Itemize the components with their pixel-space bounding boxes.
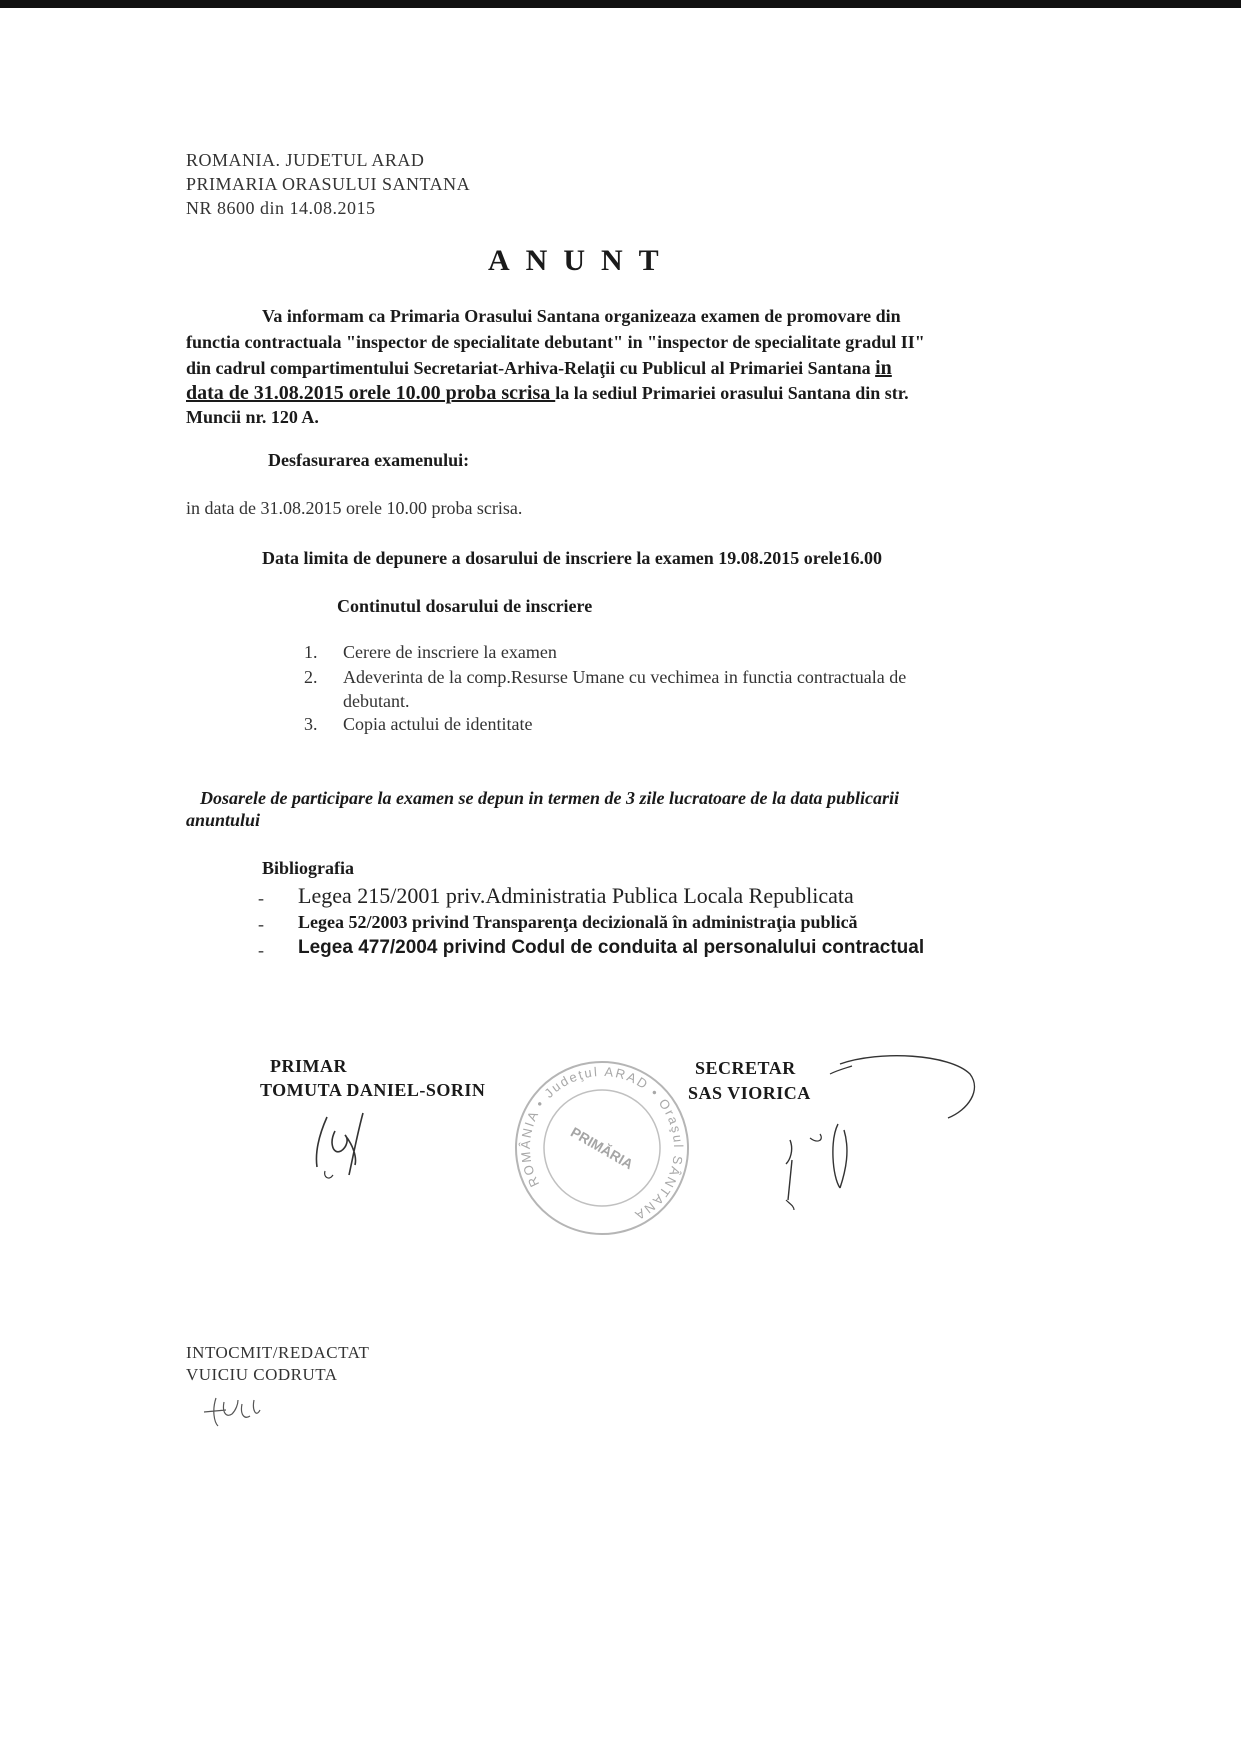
intro-line-3-text: din cadrul compartimentului Secretariat-Arhiva-Relaţii cu Publicul al Primariei Santana — [186, 358, 876, 378]
bibliography-item: Legea 215/2001 priv.Administratia Publica Locala Republicata — [298, 883, 854, 908]
list-item: Cerere de inscriere la examen — [343, 642, 557, 662]
bibliography-dash: - — [258, 940, 264, 960]
preparer-signature — [198, 1390, 278, 1430]
exam-heading: Desfasurarea examenului: — [268, 450, 470, 470]
secretary-title: SECRETAR — [695, 1058, 796, 1078]
dossier-heading: Continutul dosarului de inscriere — [337, 596, 593, 616]
note-line-2: anuntului — [186, 810, 261, 830]
intro-exam-date-underlined: data de 31.08.2015 orele 10.00 proba scrisa — [186, 382, 556, 404]
header-institution: PRIMARIA ORASULUI SANTANA — [186, 174, 471, 194]
list-item-number: 2. — [304, 667, 318, 687]
bibliography-item: Legea 52/2003 privind Transparenţa decizională în administraţia publică — [298, 912, 858, 932]
intro-line-5: Muncii nr. 120 A. — [186, 407, 319, 427]
scan-edge — [0, 0, 1241, 8]
list-item: Adeverinta de la comp.Resurse Umane cu vechimea in functia contractuala de — [343, 667, 907, 687]
bibliography-dash: - — [258, 914, 264, 934]
intro-line-3 — [186, 355, 892, 381]
institution-stamp — [512, 1058, 692, 1238]
list-item-number: 3. — [304, 714, 318, 734]
page-title: ANUNT — [488, 244, 675, 277]
intro-line-3-underlined: in — [875, 357, 892, 379]
intro-line-2: functia contractuala "inspector de specialitate debutant" in "inspector de specialitate gradul II" — [186, 332, 925, 352]
intro-line-1: Va informam ca Primaria Orasului Santana organizeaza examen de promovare din — [262, 306, 901, 326]
list-item-continuation: debutant. — [343, 691, 410, 711]
secretary-signature — [720, 1040, 980, 1220]
mayor-title: PRIMAR — [270, 1056, 347, 1076]
mayor-name: TOMUTA DANIEL-SORIN — [260, 1080, 486, 1100]
header-country: ROMANIA. JUDETUL ARAD — [186, 150, 425, 170]
intro-line-4 — [186, 380, 909, 406]
list-item-number: 1. — [304, 642, 318, 662]
stamp-outer-text: ROMÂNIA • Judeţul ARAD • Oraşul SÂNTANA — [517, 1063, 687, 1224]
bibliography-item: Legea 477/2004 privind Codul de conduita al personalului contractual — [298, 937, 925, 958]
stamp-inner-text: PRIMĂRIA — [568, 1123, 636, 1173]
deadline-text: Data limita de depunere a dosarului de inscriere la examen 19.08.2015 orele16.00 — [262, 548, 882, 568]
bibliography-heading: Bibliografia — [262, 858, 355, 878]
mayor-signature — [305, 1105, 395, 1185]
bibliography-dash: - — [258, 888, 264, 908]
intro-line-4-text: la la sediul Primariei orasului Santana din str. — [555, 383, 909, 403]
note-line-1: Dosarele de participare la examen se depun in termen de 3 zile lucratoare de la data publicarii — [200, 788, 899, 808]
prepared-by-name: VUICIU CODRUTA — [186, 1365, 338, 1384]
list-item: Copia actului de identitate — [343, 714, 533, 734]
header-registration: NR 8600 din 14.08.2015 — [186, 198, 376, 218]
exam-detail: in data de 31.08.2015 orele 10.00 proba scrisa. — [186, 498, 523, 518]
secretary-name: SAS VIORICA — [688, 1083, 811, 1103]
prepared-by-label: INTOCMIT/REDACTAT — [186, 1343, 370, 1362]
